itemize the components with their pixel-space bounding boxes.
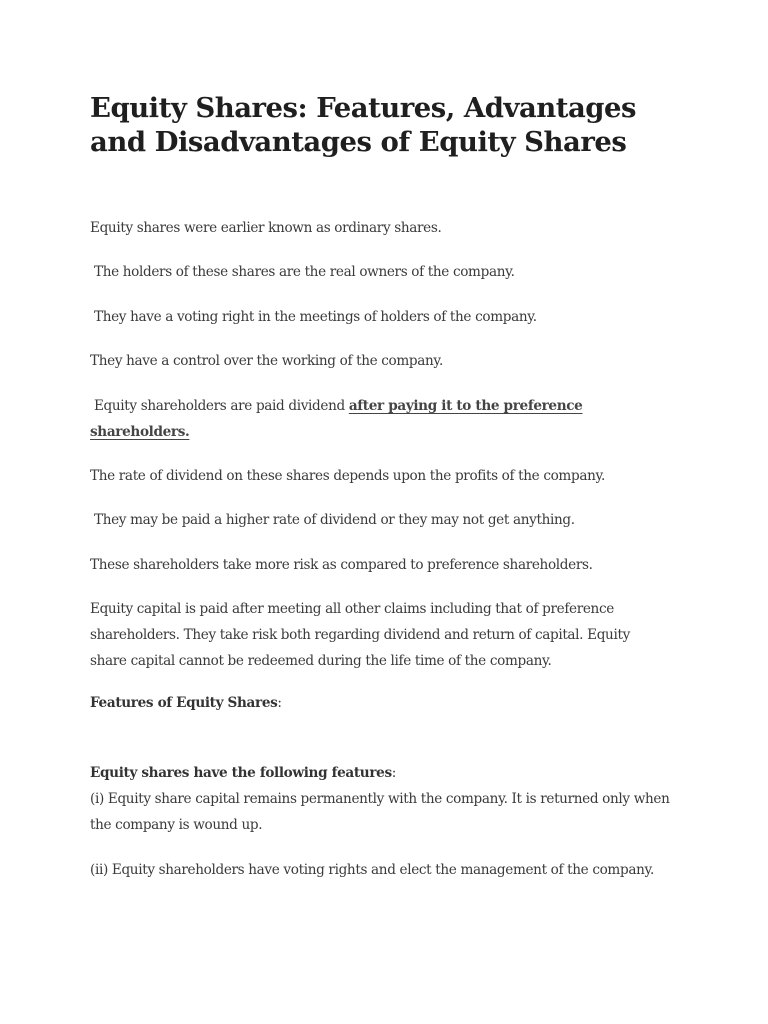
article-title: Equity Shares: Features, Advantages and Disadvantages of Equity Shares: [90, 92, 636, 158]
feature-item-2: (ii) Equity shareholders have voting rights and elect the management of the company.: [90, 862, 654, 878]
paragraph-control: They have a control over the working of the company.: [90, 353, 443, 369]
paragraph-ordinary-shares: Equity shares were earlier known as ordinary shares.: [90, 220, 442, 236]
features-heading-text: Features of Equity Shares: [90, 695, 278, 711]
features-heading-colon: :: [277, 695, 282, 711]
paragraph-more-risk: These shareholders take more risk as compared to preference shareholders.: [90, 557, 593, 573]
features-heading: [90, 690, 670, 716]
paragraph-dividend: [90, 393, 670, 445]
features-intro-colon: :: [391, 765, 396, 781]
preference-shareholders-link[interactable]: after paying it to the preference shareholders.: [90, 398, 583, 440]
paragraph-rate-of-dividend: The rate of dividend on these shares depends upon the profits of the company.: [90, 468, 605, 484]
features-list: [90, 760, 670, 838]
features-intro: Equity shares have the following features: [90, 765, 392, 781]
feature-item-1: (i) Equity share capital remains permanently with the company. It is returned only when the company is wound up.: [90, 791, 670, 833]
paragraph-real-owners: The holders of these shares are the real owners of the company.: [90, 264, 515, 280]
paragraph-equity-capital: Equity capital is paid after meeting all other claims including that of preference shareholders. They take risk both regarding dividend and return of capital. Equity share capital cannot be redeemed during the life time of the company.: [90, 601, 630, 669]
paragraph-higher-rate: They may be paid a higher rate of dividend or they may not get anything.: [90, 512, 575, 528]
dividend-text: Equity shareholders are paid dividend: [90, 398, 349, 414]
paragraph-voting-right: They have a voting right in the meetings of holders of the company.: [90, 309, 537, 325]
